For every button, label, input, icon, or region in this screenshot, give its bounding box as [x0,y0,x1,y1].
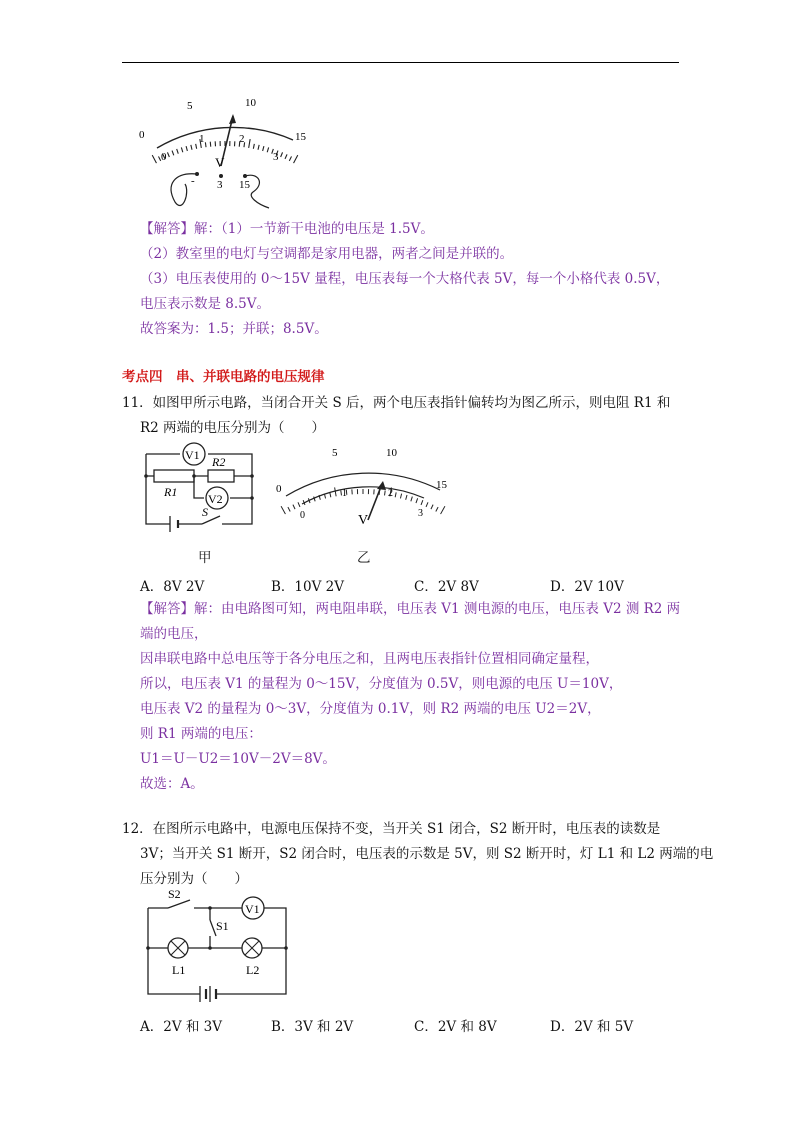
answer-line: （2）教室里的电灯与空调都是家用电器，两者之间是并联的。 [140,246,514,262]
scale-lower-2: 2 [239,133,245,145]
header-rule [122,62,679,63]
section-title: 考点四 串、并联电路的电压规律 [122,369,325,385]
answer-label: 【解答】 [140,601,194,617]
scale-upper-0: 0 [276,483,282,495]
meter-symbol: V [215,155,225,170]
choice-a[interactable]: A．2V 和 3V [140,1019,223,1035]
choice-c[interactable]: C．2V 8V [414,579,479,595]
choice-a[interactable]: A．8V 2V [140,579,205,595]
scale-lower-3: 3 [418,508,423,519]
choice-d[interactable]: D．2V 和 5V [550,1019,634,1035]
terminal-15: 15 [239,179,250,191]
answer-line: 端的电压， [140,626,208,642]
answer-line: 因串联电路中总电压等于各分电压之和，且两电压表指针位置相同确定量程， [140,651,599,667]
terminal-minus: - [191,175,195,187]
q11-stem: 11．如图甲所示电路，当闭合开关 S 后，两个电压表指针偏转均为图乙所示，则电阻 R1 和 [122,395,671,411]
label-l1: L1 [172,963,186,977]
answer-line: 解：由电路图可知，两电阻串联，电压表 V1 测电源的电压，电压表 V2 测 R2 两 [194,601,681,617]
q12-stem: 12．在图所示电路中，电源电压保持不变，当开关 S1 闭合，S2 断开时，电压表的读数是 [122,821,661,837]
label-s: S [202,505,208,519]
caption-jia: 甲 [198,550,212,566]
answer-line: 故选：A。 [140,776,204,792]
terminal-3: 3 [217,179,223,191]
q12-stem: 3V；当开关 S1 断开，S2 闭合时，电压表的示数是 5V，则 S2 断开时，灯 L1 和 L2 两端的电 [140,846,714,862]
label-r2: R2 [212,455,226,469]
scale-upper-5: 5 [187,100,193,112]
label-r1: R1 [164,485,178,499]
choice-c[interactable]: C．2V 和 8V [414,1019,497,1035]
scale-upper-15: 15 [436,479,447,491]
scale-upper-10: 10 [386,447,397,459]
choice-d[interactable]: D．2V 10V [550,579,624,595]
circuit-diagram-jia [138,440,262,536]
scale-lower-0: 0 [161,151,167,163]
answer-line: U1＝U－U2＝10V－2V＝8V。 [140,751,336,767]
meter-symbol: V [358,513,369,528]
scale-upper-15: 15 [295,131,306,143]
meter-needle [368,484,382,520]
answer-line: 电压表 V2 的量程为 0～3V，分度值为 0.1V，则 R2 两端的电压 U2＝2V， [140,701,601,717]
label-v1: V1 [245,902,260,916]
label-v1: V1 [185,448,200,462]
scale-upper-5: 5 [332,447,338,459]
q11-stem: R2 两端的电压分别为（ ） [140,420,326,436]
label-s2: S2 [168,888,181,901]
caption-yi: 乙 [357,550,371,566]
label-l2: L2 [246,963,260,977]
choice-b[interactable]: B．10V 2V [271,579,344,595]
label-s1: S1 [216,919,229,933]
scale-lower-3: 3 [273,151,279,163]
circuit-diagram-q12 [140,888,292,1002]
scale-lower-1: 1 [342,488,347,499]
q12-stem: 压分别为（ ） [140,871,248,887]
answer-label: 【解答】 [140,221,194,237]
answer-line: 则 R1 两端的电压： [140,726,262,742]
answer-line: 解：（1）一节新干电池的电压是 1.5V。 [194,221,434,237]
scale-upper-0: 0 [139,129,145,141]
voltmeter-figure-yi [270,444,458,532]
answer-line: 电压表示数是 8.5V。 [140,296,271,312]
answer-line: 故答案为：1.5；并联；8.5V。 [140,321,328,337]
scale-lower-2: 2 [388,488,393,499]
answer-line: （3）电压表使用的 0～15V 量程，电压表每一个大格代表 5V，每一个小格代表 0.5V， [140,271,670,287]
choice-b[interactable]: B．3V 和 2V [271,1019,354,1035]
scale-upper-10: 10 [245,97,256,109]
scale-lower-1: 1 [199,133,205,145]
answer-line: 所以，电压表 V1 的量程为 0～15V，分度值为 0.5V，则电源的电压 U＝10V， [140,676,623,692]
scale-lower-0: 0 [300,510,305,521]
voltmeter-figure-top [135,92,315,214]
label-v2: V2 [208,492,223,506]
